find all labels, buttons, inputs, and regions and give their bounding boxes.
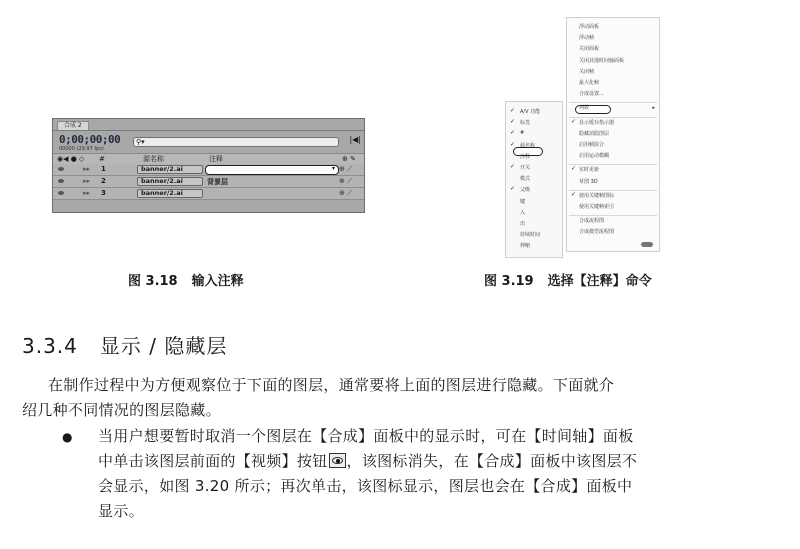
composition-tab[interactable]: 合成 2 bbox=[57, 121, 89, 131]
bullet-text-line: 中单击该图层前面的【视频】按钮 ，该图标消失，在【合成】面板中该图层不 bbox=[98, 452, 638, 470]
bullet-text-line: 显示。 bbox=[98, 502, 144, 520]
source-name-header[interactable]: 源名称 bbox=[143, 155, 164, 163]
menu-item[interactable]: 出 bbox=[520, 221, 526, 227]
layer-name[interactable]: banner/2.ai bbox=[137, 177, 203, 186]
menu-item[interactable]: 使用关键帧索引 bbox=[579, 204, 615, 210]
body-paragraph: 在制作过程中为方便观察位于下面的图层，通常要将上面的图层进行隐藏。下面就介 bbox=[48, 376, 615, 394]
switches-icon[interactable]: ⊕ ⟋ bbox=[339, 189, 352, 197]
menu-item[interactable]: 父级 bbox=[520, 187, 531, 194]
label-column-header: # bbox=[99, 155, 105, 163]
comment-text: 背景层 bbox=[207, 178, 228, 186]
chevron-down-icon: ▾ bbox=[331, 165, 335, 172]
menu-item[interactable]: 启用帧混合 bbox=[579, 142, 605, 148]
layer-number: 1 bbox=[101, 165, 106, 173]
layer-number: 3 bbox=[101, 189, 106, 197]
checkmark-icon: ✓ bbox=[510, 129, 516, 137]
menu-item[interactable]: 列数 bbox=[579, 105, 590, 112]
fps-readout: 00000 (29.97 fps) bbox=[59, 146, 104, 152]
section-number: 3.3.4 bbox=[22, 334, 78, 358]
eye-icon[interactable] bbox=[58, 179, 64, 183]
menu-separator bbox=[569, 164, 657, 165]
eye-icon[interactable] bbox=[58, 167, 64, 171]
figure-caption bbox=[128, 270, 244, 289]
menu-item[interactable]: # bbox=[520, 130, 525, 137]
figure-number: 图 3.18 bbox=[128, 274, 178, 289]
menu-item[interactable]: 隐藏消隐图层 bbox=[579, 130, 610, 137]
bullet-icon: ● bbox=[62, 430, 73, 444]
layer-name[interactable]: banner/2.ai bbox=[137, 189, 203, 198]
menu-item[interactable]: 源名称 bbox=[520, 142, 536, 149]
checkmark-icon: ✓ bbox=[510, 163, 516, 170]
eye-icon[interactable] bbox=[58, 191, 64, 195]
panel-divider bbox=[53, 130, 364, 131]
expand-triangle-icon[interactable]: ▸▸ bbox=[83, 165, 91, 173]
menu-item[interactable]: A/V 功能 bbox=[520, 109, 541, 115]
expand-triangle-icon[interactable]: ▸▸ bbox=[83, 189, 91, 197]
columns-submenu bbox=[505, 101, 563, 258]
menu-item[interactable]: 实时更新 bbox=[579, 167, 600, 174]
scroll-indicator[interactable] bbox=[641, 242, 653, 247]
menu-item[interactable]: 浮动面板 bbox=[579, 24, 600, 30]
menu-item[interactable]: 合成设置... bbox=[579, 91, 604, 98]
comment-header[interactable]: 注释 bbox=[209, 155, 223, 163]
submenu-arrow-icon: ▸ bbox=[652, 105, 655, 111]
menu-item[interactable]: 使用关键帧图标 bbox=[579, 192, 615, 199]
checkmark-icon: ✓ bbox=[571, 190, 577, 198]
layer-name[interactable]: banner/2.ai bbox=[137, 165, 203, 174]
timeline-panel-screenshot bbox=[52, 118, 365, 213]
checkmark-icon: ✓ bbox=[510, 185, 516, 193]
menu-item[interactable]: 合成流程图 bbox=[579, 218, 605, 225]
panel-context-menu bbox=[566, 17, 660, 252]
checkmark-icon: ✓ bbox=[510, 107, 516, 114]
menu-item[interactable]: 持续时间 bbox=[520, 232, 541, 239]
menu-item[interactable]: 关闭帧 bbox=[579, 68, 595, 75]
figure-number: 图 3.19 bbox=[484, 274, 534, 289]
layer-search-input[interactable]: ⚲▾ bbox=[133, 137, 339, 147]
body-paragraph: 绍几种不同情况的图层隐藏。 bbox=[22, 401, 221, 419]
menu-item[interactable]: 启用运动模糊 bbox=[579, 153, 610, 160]
menu-item[interactable]: 关闭其他时间轴面板 bbox=[579, 57, 625, 64]
menu-item[interactable]: 开关 bbox=[520, 165, 531, 171]
av-switches-icon: ◉◀ ● ◇ bbox=[57, 155, 85, 163]
checkmark-icon: ✓ bbox=[510, 140, 516, 148]
menu-item[interactable]: 最大化帧 bbox=[579, 80, 600, 86]
menu-item[interactable]: 伸缩 bbox=[520, 243, 531, 250]
menu-item[interactable]: 合成微型流程图 bbox=[579, 229, 615, 236]
switches-header-icon: ⊕ ✎ bbox=[342, 155, 356, 163]
section-heading bbox=[22, 330, 227, 359]
section-title: 显示 / 隐藏层 bbox=[99, 334, 228, 358]
timeline-nav-icon[interactable]: |◀| bbox=[349, 135, 361, 144]
switches-icon[interactable]: ⊕ ⟋ bbox=[339, 177, 352, 185]
menu-item[interactable]: 显示缓存指示器 bbox=[579, 119, 615, 126]
figure-title: 选择【注释】命令 bbox=[547, 274, 652, 289]
checkmark-icon: ✓ bbox=[510, 118, 516, 126]
figure-title: 输入注释 bbox=[191, 274, 244, 289]
menu-item[interactable]: 关闭面板 bbox=[579, 46, 600, 53]
layer-row[interactable] bbox=[53, 188, 364, 200]
bullet-text-line: 当用户想要暂时取消一个图层在【合成】面板中的显示时，可在【时间轴】面板 bbox=[98, 427, 634, 445]
menu-item[interactable]: 草图 3D bbox=[579, 178, 598, 185]
menu-separator bbox=[569, 215, 657, 216]
menu-separator bbox=[569, 117, 657, 118]
layer-number: 2 bbox=[101, 177, 106, 185]
video-eye-icon bbox=[329, 453, 346, 468]
checkmark-icon: ✓ bbox=[571, 117, 577, 125]
checkmark-icon: ✓ bbox=[571, 165, 577, 173]
menu-separator bbox=[569, 102, 657, 103]
bullet-text-line: 会显示，如图 3.20 所示；再次单击，该图标显示，图层也会在【合成】面板中 bbox=[98, 477, 633, 495]
expand-triangle-icon[interactable]: ▸▸ bbox=[83, 177, 91, 185]
figure-caption bbox=[484, 270, 652, 289]
comment-input[interactable] bbox=[205, 165, 339, 175]
switches-icon[interactable]: ⊕ ⟋ bbox=[339, 165, 352, 173]
timecode-display[interactable]: 0;00;00;00 bbox=[59, 133, 121, 146]
search-icon: ⚲ bbox=[136, 138, 142, 146]
menu-item[interactable]: 入 bbox=[520, 209, 526, 216]
menu-separator bbox=[569, 190, 657, 191]
menu-item[interactable]: 模式 bbox=[520, 176, 531, 183]
menu-item[interactable]: 注释 bbox=[520, 153, 531, 160]
menu-item[interactable]: 标签 bbox=[520, 120, 531, 127]
menu-item[interactable]: 浮动帧 bbox=[579, 35, 595, 42]
menu-item[interactable]: 键 bbox=[520, 198, 526, 205]
